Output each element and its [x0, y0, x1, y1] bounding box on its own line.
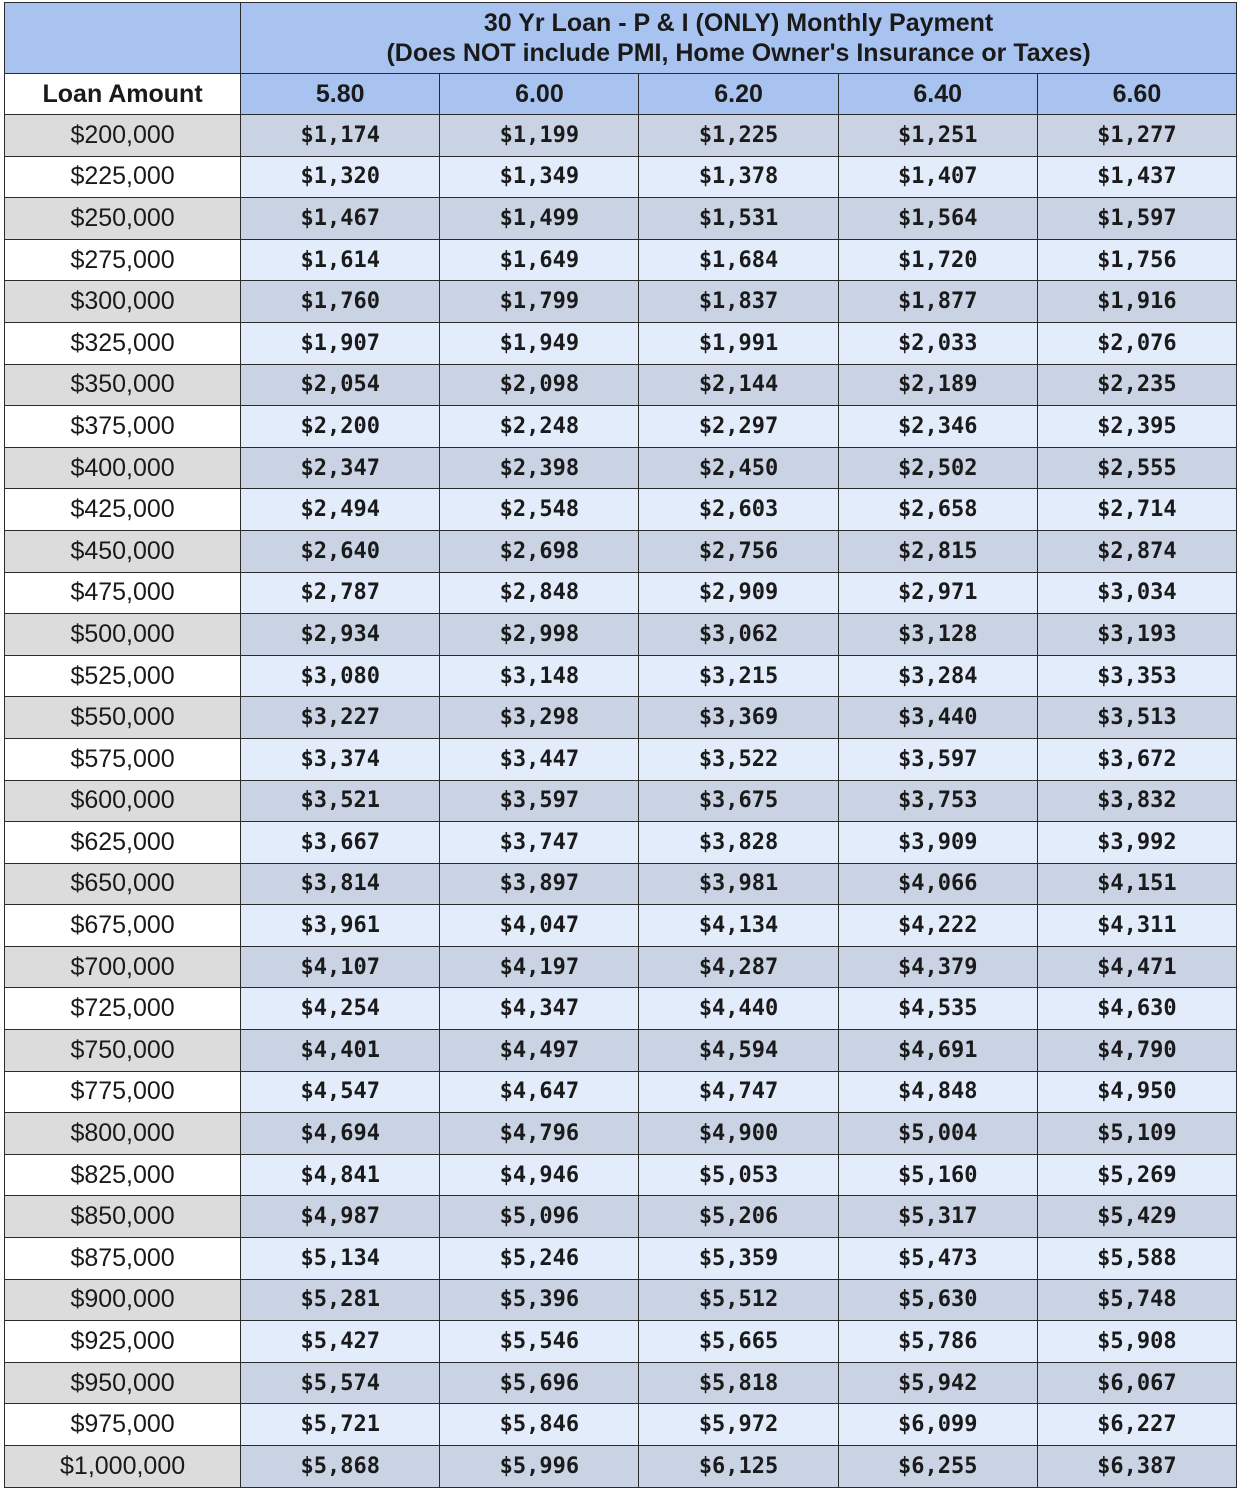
monthly-payment-cell: $3,992 [1037, 822, 1236, 864]
loan-amount-cell: $825,000 [5, 1154, 241, 1196]
monthly-payment-cell: $5,004 [838, 1113, 1037, 1155]
loan-amount-cell: $425,000 [5, 489, 241, 531]
loan-amount-cell: $975,000 [5, 1404, 241, 1446]
monthly-payment-cell: $4,841 [241, 1154, 440, 1196]
table-row [5, 697, 1237, 739]
monthly-payment-cell: $3,597 [838, 738, 1037, 780]
monthly-payment-cell: $5,665 [639, 1321, 838, 1363]
monthly-payment-cell: $2,555 [1037, 447, 1236, 489]
monthly-payment-cell: $3,597 [440, 780, 639, 822]
monthly-payment-cell: $4,440 [639, 988, 838, 1030]
monthly-payment-cell: $4,796 [440, 1113, 639, 1155]
title-corner-cell [5, 3, 241, 74]
monthly-payment-cell: $2,033 [838, 322, 1037, 364]
table-row [5, 198, 1237, 240]
monthly-payment-cell: $2,998 [440, 614, 639, 656]
monthly-payment-cell: $3,832 [1037, 780, 1236, 822]
monthly-payment-cell: $3,128 [838, 614, 1037, 656]
monthly-payment-cell: $5,818 [639, 1362, 838, 1404]
monthly-payment-cell: $4,790 [1037, 1030, 1236, 1072]
table-row [5, 655, 1237, 697]
monthly-payment-cell: $5,269 [1037, 1154, 1236, 1196]
monthly-payment-cell: $5,473 [838, 1238, 1037, 1280]
monthly-payment-cell: $4,151 [1037, 863, 1236, 905]
monthly-payment-cell: $1,760 [241, 281, 440, 323]
monthly-payment-cell: $3,909 [838, 822, 1037, 864]
monthly-payment-cell: $1,877 [838, 281, 1037, 323]
loan-amount-cell: $325,000 [5, 322, 241, 364]
table-row [5, 489, 1237, 531]
monthly-payment-cell: $2,347 [241, 447, 440, 489]
table-row [5, 1196, 1237, 1238]
monthly-payment-cell: $2,658 [838, 489, 1037, 531]
loan-amount-cell: $675,000 [5, 905, 241, 947]
loan-amount-cell: $775,000 [5, 1071, 241, 1113]
loan-amount-cell: $1,000,000 [5, 1446, 241, 1488]
monthly-payment-cell: $5,630 [838, 1279, 1037, 1321]
monthly-payment-cell: $3,814 [241, 863, 440, 905]
monthly-payment-cell: $2,395 [1037, 406, 1236, 448]
loan-amount-cell: $200,000 [5, 115, 241, 157]
monthly-payment-cell: $3,753 [838, 780, 1037, 822]
monthly-payment-cell: $4,694 [241, 1113, 440, 1155]
table-row [5, 1279, 1237, 1321]
monthly-payment-cell: $5,160 [838, 1154, 1037, 1196]
monthly-payment-cell: $1,407 [838, 156, 1037, 198]
monthly-payment-cell: $2,787 [241, 572, 440, 614]
monthly-payment-cell: $2,714 [1037, 489, 1236, 531]
monthly-payment-cell: $1,499 [440, 198, 639, 240]
monthly-payment-cell: $5,246 [440, 1238, 639, 1280]
monthly-payment-cell: $5,134 [241, 1238, 440, 1280]
monthly-payment-cell: $3,193 [1037, 614, 1236, 656]
monthly-payment-cell: $4,848 [838, 1071, 1037, 1113]
monthly-payment-cell: $1,756 [1037, 239, 1236, 281]
monthly-payment-cell: $4,900 [639, 1113, 838, 1155]
mortgage-payment-table [4, 2, 1237, 1488]
monthly-payment-cell: $1,320 [241, 156, 440, 198]
table-title-main: 30 Yr Loan - P & I (ONLY) Monthly Payment [483, 9, 994, 37]
table-row [5, 572, 1237, 614]
rate-header-6-00: 6.00 [440, 74, 639, 115]
monthly-payment-cell: $3,672 [1037, 738, 1236, 780]
monthly-payment-cell: $3,667 [241, 822, 440, 864]
monthly-payment-cell: $3,298 [440, 697, 639, 739]
monthly-payment-cell: $5,546 [440, 1321, 639, 1363]
loan-amount-cell: $250,000 [5, 198, 241, 240]
monthly-payment-cell: $5,053 [639, 1154, 838, 1196]
monthly-payment-cell: $3,215 [639, 655, 838, 697]
loan-amount-cell: $700,000 [5, 946, 241, 988]
monthly-payment-cell: $1,837 [639, 281, 838, 323]
monthly-payment-cell: $3,148 [440, 655, 639, 697]
monthly-payment-cell: $1,174 [241, 115, 440, 157]
monthly-payment-cell: $3,369 [639, 697, 838, 739]
table-row [5, 905, 1237, 947]
table-row [5, 1071, 1237, 1113]
monthly-payment-cell: $3,284 [838, 655, 1037, 697]
monthly-payment-cell: $4,497 [440, 1030, 639, 1072]
loan-amount-cell: $500,000 [5, 614, 241, 656]
monthly-payment-cell: $4,647 [440, 1071, 639, 1113]
monthly-payment-cell: $4,107 [241, 946, 440, 988]
table-row [5, 1238, 1237, 1280]
table-title-row [5, 3, 1237, 74]
monthly-payment-cell: $1,251 [838, 115, 1037, 157]
monthly-payment-cell: $1,597 [1037, 198, 1236, 240]
monthly-payment-cell: $2,235 [1037, 364, 1236, 406]
monthly-payment-cell: $6,255 [838, 1446, 1037, 1488]
loan-amount-cell: $800,000 [5, 1113, 241, 1155]
monthly-payment-cell: $5,574 [241, 1362, 440, 1404]
monthly-payment-cell: $2,450 [639, 447, 838, 489]
monthly-payment-cell: $1,916 [1037, 281, 1236, 323]
monthly-payment-cell: $2,144 [639, 364, 838, 406]
monthly-payment-cell: $2,346 [838, 406, 1037, 448]
loan-amount-cell: $650,000 [5, 863, 241, 905]
monthly-payment-cell: $4,254 [241, 988, 440, 1030]
loan-amount-cell: $950,000 [5, 1362, 241, 1404]
monthly-payment-cell: $3,227 [241, 697, 440, 739]
loan-amount-cell: $850,000 [5, 1196, 241, 1238]
monthly-payment-cell: $1,649 [440, 239, 639, 281]
monthly-payment-cell: $4,311 [1037, 905, 1236, 947]
monthly-payment-cell: $2,502 [838, 447, 1037, 489]
monthly-payment-cell: $4,379 [838, 946, 1037, 988]
monthly-payment-cell: $5,359 [639, 1238, 838, 1280]
loan-amount-cell: $750,000 [5, 1030, 241, 1072]
monthly-payment-cell: $3,521 [241, 780, 440, 822]
monthly-payment-cell: $4,222 [838, 905, 1037, 947]
monthly-payment-cell: $3,034 [1037, 572, 1236, 614]
monthly-payment-cell: $5,786 [838, 1321, 1037, 1363]
table-row [5, 780, 1237, 822]
table-row [5, 530, 1237, 572]
loan-amount-cell: $375,000 [5, 406, 241, 448]
rate-header-6-20: 6.20 [639, 74, 838, 115]
monthly-payment-cell: $2,909 [639, 572, 838, 614]
monthly-payment-cell: $2,603 [639, 489, 838, 531]
monthly-payment-cell: $1,907 [241, 322, 440, 364]
monthly-payment-cell: $5,721 [241, 1404, 440, 1446]
monthly-payment-cell: $1,199 [440, 115, 639, 157]
table-row [5, 239, 1237, 281]
monthly-payment-cell: $1,531 [639, 198, 838, 240]
monthly-payment-cell: $5,696 [440, 1362, 639, 1404]
loan-amount-cell: $575,000 [5, 738, 241, 780]
monthly-payment-cell: $4,347 [440, 988, 639, 1030]
monthly-payment-cell: $3,897 [440, 863, 639, 905]
monthly-payment-cell: $5,972 [639, 1404, 838, 1446]
monthly-payment-cell: $1,225 [639, 115, 838, 157]
table-row [5, 1154, 1237, 1196]
table-row [5, 115, 1237, 157]
monthly-payment-cell: $2,698 [440, 530, 639, 572]
table-row [5, 614, 1237, 656]
loan-amount-cell: $550,000 [5, 697, 241, 739]
monthly-payment-cell: $3,675 [639, 780, 838, 822]
loan-amount-cell: $475,000 [5, 572, 241, 614]
monthly-payment-cell: $1,799 [440, 281, 639, 323]
monthly-payment-cell: $3,353 [1037, 655, 1236, 697]
table-row [5, 322, 1237, 364]
rate-header-6-40: 6.40 [838, 74, 1037, 115]
table-body [5, 115, 1237, 1488]
monthly-payment-cell: $2,054 [241, 364, 440, 406]
monthly-payment-cell: $4,287 [639, 946, 838, 988]
monthly-payment-cell: $5,109 [1037, 1113, 1236, 1155]
monthly-payment-cell: $4,401 [241, 1030, 440, 1072]
monthly-payment-cell: $2,189 [838, 364, 1037, 406]
loan-amount-cell: $875,000 [5, 1238, 241, 1280]
monthly-payment-cell: $5,942 [838, 1362, 1037, 1404]
monthly-payment-cell: $4,471 [1037, 946, 1236, 988]
loan-amount-cell: $625,000 [5, 822, 241, 864]
table-row [5, 1404, 1237, 1446]
monthly-payment-cell: $2,640 [241, 530, 440, 572]
monthly-payment-cell: $4,950 [1037, 1071, 1236, 1113]
monthly-payment-cell: $2,815 [838, 530, 1037, 572]
monthly-payment-cell: $1,720 [838, 239, 1037, 281]
monthly-payment-cell: $3,747 [440, 822, 639, 864]
monthly-payment-cell: $2,848 [440, 572, 639, 614]
monthly-payment-cell: $5,588 [1037, 1238, 1236, 1280]
monthly-payment-cell: $5,096 [440, 1196, 639, 1238]
loan-amount-cell: $525,000 [5, 655, 241, 697]
monthly-payment-cell: $5,281 [241, 1279, 440, 1321]
monthly-payment-cell: $3,062 [639, 614, 838, 656]
table-row [5, 156, 1237, 198]
monthly-payment-cell: $2,934 [241, 614, 440, 656]
table-row [5, 822, 1237, 864]
loan-amount-cell: $450,000 [5, 530, 241, 572]
monthly-payment-cell: $5,512 [639, 1279, 838, 1321]
monthly-payment-cell: $4,197 [440, 946, 639, 988]
monthly-payment-cell: $6,099 [838, 1404, 1037, 1446]
monthly-payment-cell: $3,080 [241, 655, 440, 697]
table-row [5, 447, 1237, 489]
monthly-payment-cell: $1,437 [1037, 156, 1236, 198]
monthly-payment-cell: $4,547 [241, 1071, 440, 1113]
monthly-payment-cell: $2,098 [440, 364, 639, 406]
monthly-payment-cell: $1,949 [440, 322, 639, 364]
monthly-payment-cell: $3,374 [241, 738, 440, 780]
monthly-payment-cell: $5,908 [1037, 1321, 1236, 1363]
table-title-note: (Does NOT include PMI, Home Owner's Insurance or Taxes) [386, 39, 1091, 67]
table-row [5, 1362, 1237, 1404]
monthly-payment-cell: $5,846 [440, 1404, 639, 1446]
monthly-payment-cell: $4,946 [440, 1154, 639, 1196]
monthly-payment-cell: $5,996 [440, 1446, 639, 1488]
monthly-payment-cell: $4,134 [639, 905, 838, 947]
monthly-payment-cell: $2,297 [639, 406, 838, 448]
monthly-payment-cell: $2,494 [241, 489, 440, 531]
monthly-payment-cell: $3,513 [1037, 697, 1236, 739]
monthly-payment-cell: $5,868 [241, 1446, 440, 1488]
monthly-payment-cell: $2,248 [440, 406, 639, 448]
loan-amount-cell: $300,000 [5, 281, 241, 323]
monthly-payment-cell: $2,076 [1037, 322, 1236, 364]
table-row [5, 364, 1237, 406]
monthly-payment-cell: $4,630 [1037, 988, 1236, 1030]
monthly-payment-cell: $2,200 [241, 406, 440, 448]
monthly-payment-cell: $5,429 [1037, 1196, 1236, 1238]
monthly-payment-cell: $4,987 [241, 1196, 440, 1238]
monthly-payment-cell: $2,874 [1037, 530, 1236, 572]
table-row [5, 1321, 1237, 1363]
loan-amount-cell: $225,000 [5, 156, 241, 198]
column-header-row [5, 74, 1237, 115]
table-row [5, 863, 1237, 905]
monthly-payment-cell: $2,971 [838, 572, 1037, 614]
monthly-payment-cell: $3,440 [838, 697, 1037, 739]
monthly-payment-cell: $3,981 [639, 863, 838, 905]
monthly-payment-cell: $3,828 [639, 822, 838, 864]
loan-amount-cell: $600,000 [5, 780, 241, 822]
monthly-payment-cell: $4,535 [838, 988, 1037, 1030]
monthly-payment-cell: $3,961 [241, 905, 440, 947]
loan-amount-cell: $400,000 [5, 447, 241, 489]
table-row [5, 738, 1237, 780]
table-row [5, 1113, 1237, 1155]
monthly-payment-cell: $6,227 [1037, 1404, 1236, 1446]
table-row [5, 281, 1237, 323]
monthly-payment-cell: $1,614 [241, 239, 440, 281]
monthly-payment-cell: $2,398 [440, 447, 639, 489]
loan-amount-header: Loan Amount [5, 74, 241, 115]
monthly-payment-cell: $5,396 [440, 1279, 639, 1321]
loan-amount-cell: $350,000 [5, 364, 241, 406]
monthly-payment-cell: $1,277 [1037, 115, 1236, 157]
rate-header-5-80: 5.80 [241, 74, 440, 115]
monthly-payment-cell: $6,067 [1037, 1362, 1236, 1404]
loan-amount-cell: $900,000 [5, 1279, 241, 1321]
monthly-payment-cell: $1,991 [639, 322, 838, 364]
monthly-payment-cell: $1,467 [241, 198, 440, 240]
monthly-payment-cell: $3,522 [639, 738, 838, 780]
table-row [5, 1030, 1237, 1072]
monthly-payment-cell: $6,387 [1037, 1446, 1236, 1488]
monthly-payment-cell: $5,206 [639, 1196, 838, 1238]
table-row [5, 1446, 1237, 1488]
monthly-payment-cell: $1,564 [838, 198, 1037, 240]
monthly-payment-cell: $4,691 [838, 1030, 1037, 1072]
monthly-payment-cell: $3,447 [440, 738, 639, 780]
monthly-payment-cell: $2,548 [440, 489, 639, 531]
loan-amount-cell: $725,000 [5, 988, 241, 1030]
loan-amount-cell: $275,000 [5, 239, 241, 281]
monthly-payment-cell: $1,684 [639, 239, 838, 281]
rate-header-6-60: 6.60 [1037, 74, 1236, 115]
table-row [5, 988, 1237, 1030]
monthly-payment-cell: $4,066 [838, 863, 1037, 905]
monthly-payment-cell: $5,427 [241, 1321, 440, 1363]
monthly-payment-cell: $1,349 [440, 156, 639, 198]
table-row [5, 946, 1237, 988]
monthly-payment-cell: $4,594 [639, 1030, 838, 1072]
table-row [5, 406, 1237, 448]
monthly-payment-cell: $2,756 [639, 530, 838, 572]
monthly-payment-cell: $4,747 [639, 1071, 838, 1113]
monthly-payment-cell: $6,125 [639, 1446, 838, 1488]
monthly-payment-cell: $5,317 [838, 1196, 1037, 1238]
table-title [241, 3, 1237, 74]
loan-amount-cell: $925,000 [5, 1321, 241, 1363]
monthly-payment-cell: $4,047 [440, 905, 639, 947]
monthly-payment-cell: $1,378 [639, 156, 838, 198]
monthly-payment-cell: $5,748 [1037, 1279, 1236, 1321]
